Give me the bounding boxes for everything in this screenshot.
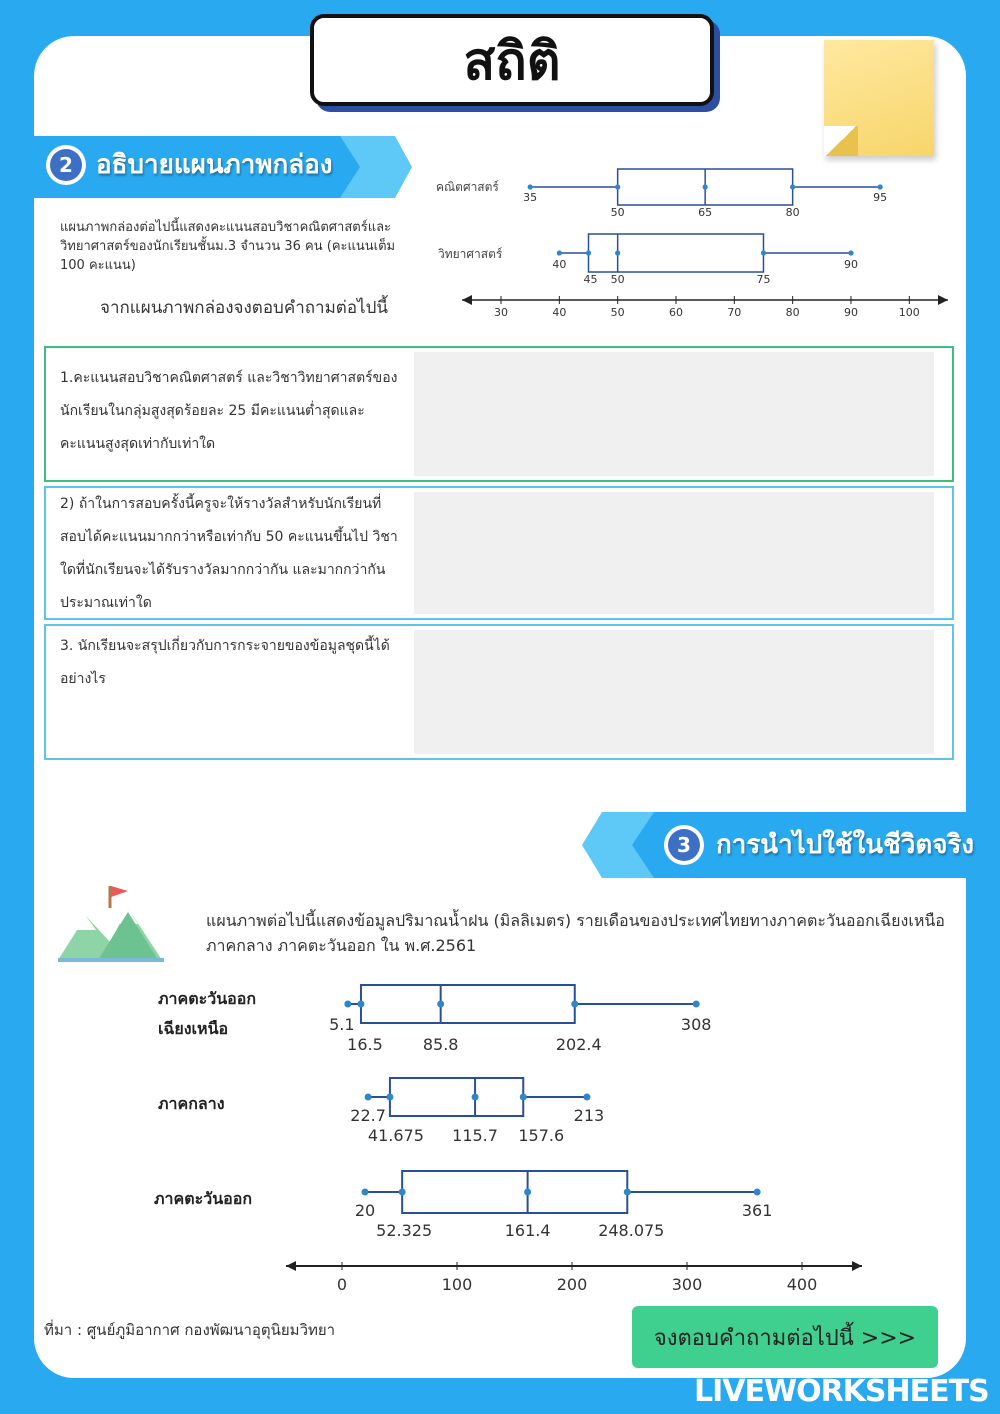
math-max-point — [878, 184, 883, 189]
math-label: คณิตศาสตร์ — [436, 180, 499, 194]
liveworksheets-logo — [694, 1374, 989, 1409]
axis-tick-label: 200 — [556, 1275, 588, 1294]
central-q1-point — [386, 1094, 393, 1101]
east-boxplot — [355, 1171, 773, 1240]
ne-boxplot — [329, 985, 711, 1054]
ne-q3-label: 202.4 — [555, 1035, 602, 1054]
section2-banner — [46, 144, 332, 185]
axis-tick-label: 60 — [668, 306, 683, 319]
ne-q1-point — [357, 1001, 364, 1008]
central-median-label: 115.7 — [452, 1126, 498, 1145]
axis-tick-label: 90 — [843, 306, 858, 319]
question-1-text: 1.คะแนนสอบวิชาคณิตศาสตร์ และวิชาวิทยาศาสตร์ของนักเรียนในกลุ่มสูงสุดร้อยละ 25 มีคะแนนต่ำสุดและคะแนนสูงสุดเท่ากับเท่าใด — [60, 370, 398, 452]
east-max-point — [754, 1189, 761, 1196]
east-label: ภาคตะวันออก — [154, 1189, 253, 1208]
answer-area-3[interactable] — [414, 630, 934, 754]
math-q1-point — [615, 184, 620, 189]
section3-label: การนำไปใช้ในชีวิตจริง — [716, 830, 975, 860]
axis-tick-label: 100 — [898, 306, 920, 319]
east-q3-label: 248.075 — [598, 1221, 665, 1240]
section3-number: 3 — [668, 829, 700, 861]
section3-banner — [664, 824, 974, 865]
central-min-point — [365, 1094, 372, 1101]
math-min-point — [528, 184, 533, 189]
east-min-point — [362, 1189, 369, 1196]
axis-tick-label: 70 — [727, 306, 742, 319]
axis-tick-label: 50 — [610, 306, 625, 319]
axis-tick-label: 80 — [785, 306, 800, 319]
section3-number-badge — [664, 825, 704, 865]
score-boxplot-chart — [420, 150, 960, 330]
sci-min-label: 40 — [552, 258, 567, 271]
score-axis — [462, 295, 948, 319]
ne-median-label: 85.8 — [422, 1035, 459, 1054]
ne-max-label: 308 — [680, 1015, 712, 1034]
question-box-2 — [44, 486, 954, 620]
axis-tick-label: 100 — [441, 1275, 473, 1294]
title-box — [310, 14, 714, 106]
sci-q3-label: 75 — [756, 273, 771, 286]
ne-min-point — [344, 1001, 351, 1008]
ne-label-line1: ภาคตะวันออก — [158, 989, 257, 1008]
section2-number-badge — [46, 145, 86, 185]
axis-arrow-right — [938, 295, 948, 305]
section3-description: แผนภาพต่อไปนี้แสดงข้อมูลปริมาณน้ำฝน (มิลลิเมตร) รายเดือนของประเทศไทยทางภาคตะวันออกเฉียงเหนือ ภาคกลาง ภาคตะวันออก ใน พ.ศ.2561 — [206, 911, 945, 955]
sci-q3-point — [761, 250, 766, 255]
source-note: ที่มา : ศูนย์ภูมิอากาศ กองพัฒนาอุตุนิยมวิทยา — [44, 1321, 336, 1339]
central-max-point — [583, 1094, 590, 1101]
east-min-label: 20 — [354, 1201, 376, 1220]
axis-arrow-left — [286, 1261, 296, 1271]
section2-number: 2 — [50, 149, 82, 181]
sci-max-point — [848, 250, 853, 255]
axis-tick-label: 300 — [671, 1275, 703, 1294]
sci-q1-point — [586, 250, 591, 255]
sticky-note-decoration — [824, 40, 934, 156]
math-q3-label: 80 — [785, 206, 800, 219]
brand-text: LIVEWORKSHEETS — [694, 1374, 989, 1409]
question-3-text: 3. นักเรียนจะสรุปเกี่ยวกับการกระจายของข้อมูลชุดนี้ได้อย่างไร — [60, 638, 390, 687]
sci-min-point — [557, 250, 562, 255]
math-median-label: 65 — [698, 206, 713, 219]
ne-min-label: 5.1 — [329, 1015, 355, 1034]
central-q3-point — [520, 1094, 527, 1101]
east-median-point — [524, 1189, 531, 1196]
next-questions-button[interactable]: จงตอบคำถามต่อไปนี้ >>> — [632, 1306, 938, 1368]
rainfall-axis — [286, 1261, 862, 1294]
ne-q1-label: 16.5 — [347, 1035, 383, 1054]
sci-q1-label: 45 — [583, 273, 598, 286]
rainfall-boxplot-chart — [140, 980, 880, 1300]
sci-max-label: 90 — [843, 258, 858, 271]
axis-arrow-right — [852, 1261, 862, 1271]
central-min-label: 22.7 — [350, 1106, 386, 1125]
ne-max-point — [693, 1001, 700, 1008]
axis-tick-label: 40 — [552, 306, 567, 319]
question-box-3 — [44, 624, 954, 760]
section2-prompt: จากแผนภาพกล่องจงตอบคำถามต่อไปนี้ — [100, 298, 388, 318]
question-box-1 — [44, 346, 954, 482]
ne-label-line2: เฉียงเหนือ — [158, 1019, 229, 1038]
math-q1-label: 50 — [610, 206, 625, 219]
axis-tick-label: 400 — [786, 1275, 818, 1294]
east-max-label: 361 — [741, 1201, 773, 1220]
ne-median-point — [437, 1001, 444, 1008]
east-box — [402, 1171, 627, 1213]
central-boxplot — [350, 1078, 604, 1145]
section2-intro: แผนภาพกล่องต่อไปนี้แสดงคะแนนสอบวิชาคณิตศาสตร์และวิทยาศาสตร์ของนักเรียนชั้นม.3 จำนวน 36 คน (คะแนนเต็ม 100 คะแนน) — [60, 220, 396, 273]
axis-arrow-left — [462, 295, 472, 305]
axis-tick-label: 30 — [494, 306, 508, 319]
east-median-label: 161.4 — [504, 1221, 551, 1240]
answer-area-1[interactable] — [414, 352, 934, 476]
sci-median-point — [615, 250, 620, 255]
math-q3-point — [790, 184, 795, 189]
ne-q3-point — [571, 1001, 578, 1008]
central-label: ภาคกลาง — [158, 1094, 225, 1113]
question-2-text: 2) ถ้าในการสอบครั้งนี้ครูจะให้รางวัลสำหรับนักเรียนที่สอบได้คะแนนมากกว่าหรือเท่ากับ 50 คะแนนขึ้นไป วิชาใดที่นักเรียนจะได้รับรางวัลมากกว่ากัน และมากกว่ากันประมาณเท่าใด — [60, 496, 398, 611]
sci-label: วิทยาศาสตร์ — [438, 247, 503, 261]
section2-label: อธิบายแผนภาพกล่อง — [96, 150, 333, 180]
central-median-point — [472, 1094, 479, 1101]
math-median-point — [703, 184, 708, 189]
central-q1-label: 41.675 — [367, 1126, 424, 1145]
east-q1-label: 52.325 — [376, 1221, 433, 1240]
axis-tick-label: 0 — [336, 1275, 348, 1294]
math-max-label: 95 — [873, 191, 888, 204]
east-q1-point — [399, 1189, 406, 1196]
central-q3-label: 157.6 — [518, 1126, 565, 1145]
ne-box — [361, 985, 575, 1023]
answer-area-2[interactable] — [414, 492, 934, 614]
east-q3-point — [624, 1189, 631, 1196]
sci-boxplot — [552, 234, 858, 286]
sci-box — [588, 234, 763, 272]
mountain-flag-icon — [58, 882, 164, 964]
sci-median-label: 50 — [610, 273, 625, 286]
math-boxplot — [523, 169, 887, 219]
central-box — [390, 1078, 523, 1116]
central-max-label: 213 — [573, 1106, 605, 1125]
math-min-label: 35 — [523, 191, 538, 204]
page-title: สถิติ — [463, 31, 561, 92]
